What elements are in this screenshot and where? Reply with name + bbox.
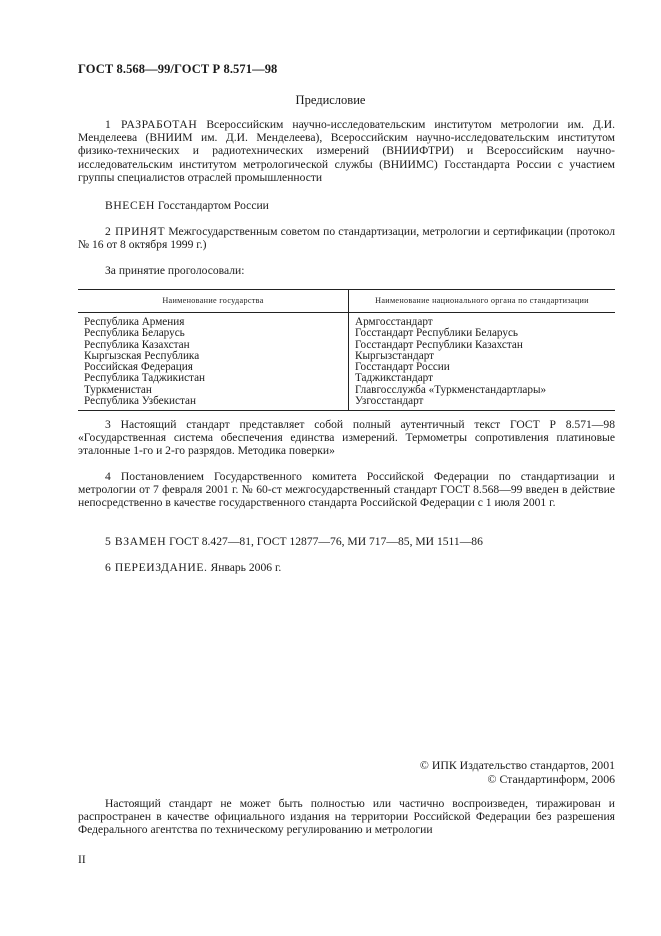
section-2-keyword: 2 ПРИНЯТ: [105, 225, 166, 238]
table-cell-body: Госстандарт России: [355, 361, 450, 374]
table-cell-state: Республика Таджикистан: [78, 373, 349, 384]
section-1-text: Всероссийским научно-исследовательским институтом метрологии им. Д.И. Менделеева (ВНИИМ им. Д.И. Менделеева), Всероссийским научно-исследовательским институтом физико-технических и радиотехнических измерений (ВНИИФТРИ) и Всероссийским научно-исследовательским институтом метрологической службы (ВНИИМС) Госстандарта России с участием группы специалистов отраслей промышленности: [78, 118, 615, 184]
table-row: [78, 328, 615, 339]
table-cell-state: Республика Казахстан: [78, 340, 349, 351]
reproduction-notice: [78, 797, 615, 837]
table-cell-body: Таджикстандарт: [355, 372, 434, 385]
section-3-text: 3 Настоящий стандарт представляет собой полный аутентичный текст ГОСТ Р 8.571—98 «Государственная система обеспечения единства измерений. Термометры сопротивления платиновые эталонные 1-го и 2-го разрядов. Методика поверки»: [78, 418, 615, 458]
table-header-state: Наименование государства: [78, 290, 349, 313]
section-2: [78, 225, 615, 251]
section-2-text: Межгосударственным советом по стандартизации, метрологии и сертификации (протокол № 16 от 8 октября 1999 г.): [78, 225, 615, 252]
table-cell-state: Туркменистан: [78, 385, 349, 396]
copyright-line-1: © ИПК Издательство стандартов, 2001: [419, 758, 615, 772]
reproduction-notice-text: Настоящий стандарт не может быть полностью или частично воспроизведен, тиражирован и распространен в качестве официального издания на территории Российской Федерации без разрешения Федерального агентства по техническому регулированию и метрологии: [78, 797, 615, 837]
voted-label: [78, 264, 615, 277]
section-1-keyword: 1 РАЗРАБОТАН: [105, 118, 198, 131]
foreword-title: Предисловие: [295, 93, 366, 107]
table-cell-body: Главгосслужба «Туркменстандартлары»: [355, 383, 547, 396]
section-introduced: [78, 199, 615, 212]
copyright-block: [420, 758, 615, 786]
page-number: II: [78, 854, 86, 866]
section-1: [78, 118, 615, 184]
table-cell-state: Республика Узбекистан: [78, 396, 349, 411]
introduced-text: Госстандартом России: [157, 199, 269, 212]
table-cell-body: Узгосстандарт: [349, 396, 616, 411]
section-6-keyword: 6 ПЕРЕИЗДАНИЕ.: [105, 561, 208, 574]
table-cell-body: Госстандарт Республики Казахстан: [355, 338, 523, 351]
section-5-text: ГОСТ 8.427—81, ГОСТ 12877—76, МИ 717—85, МИ 1511—86: [169, 535, 483, 548]
table-cell-state: Республика Беларусь: [78, 328, 349, 339]
voting-table: [78, 289, 615, 411]
table-header-row: [78, 290, 615, 313]
section-4: [78, 470, 615, 510]
table-row: [78, 396, 615, 411]
table-cell-body: Армгосстандарт: [355, 316, 433, 328]
section-5-keyword: 5 ВЗАМЕН: [105, 535, 167, 548]
section-6: [78, 561, 615, 574]
table-header-body: Наименование национального органа по стандартизации: [349, 290, 616, 313]
section-4-text: 4 Постановлением Государственного комитета Российской Федерации по стандартизации и метрологии от 7 февраля 2001 г. № 60-ст межгосударственный стандарт ГОСТ 8.568—99 введен в действие непосредственно в качестве государственного стандарта Российской Федерации с 1 июля 2001 г.: [78, 470, 615, 510]
section-6-text: Январь 2006 г.: [210, 561, 282, 574]
section-3: [78, 418, 615, 458]
voted-label-text: За принятие проголосовали:: [105, 264, 245, 277]
table-cell-body: Госстандарт Республики Беларусь: [355, 327, 519, 340]
introduced-keyword: ВНЕСЕН: [105, 199, 155, 212]
standard-designation: ГОСТ 8.568—99/ГОСТ Р 8.571—98: [78, 62, 278, 76]
table-cell-state: Кыргызская Республика: [78, 351, 349, 362]
table-row: [78, 313, 615, 329]
table-cell-state: Республика Армения: [78, 313, 349, 329]
copyright-line-2: © Стандартинформ, 2006: [487, 772, 615, 786]
table-cell-state: Российская Федерация: [78, 362, 349, 373]
table-cell-body: Кыргызстандарт: [355, 349, 435, 362]
section-5: [78, 535, 615, 548]
